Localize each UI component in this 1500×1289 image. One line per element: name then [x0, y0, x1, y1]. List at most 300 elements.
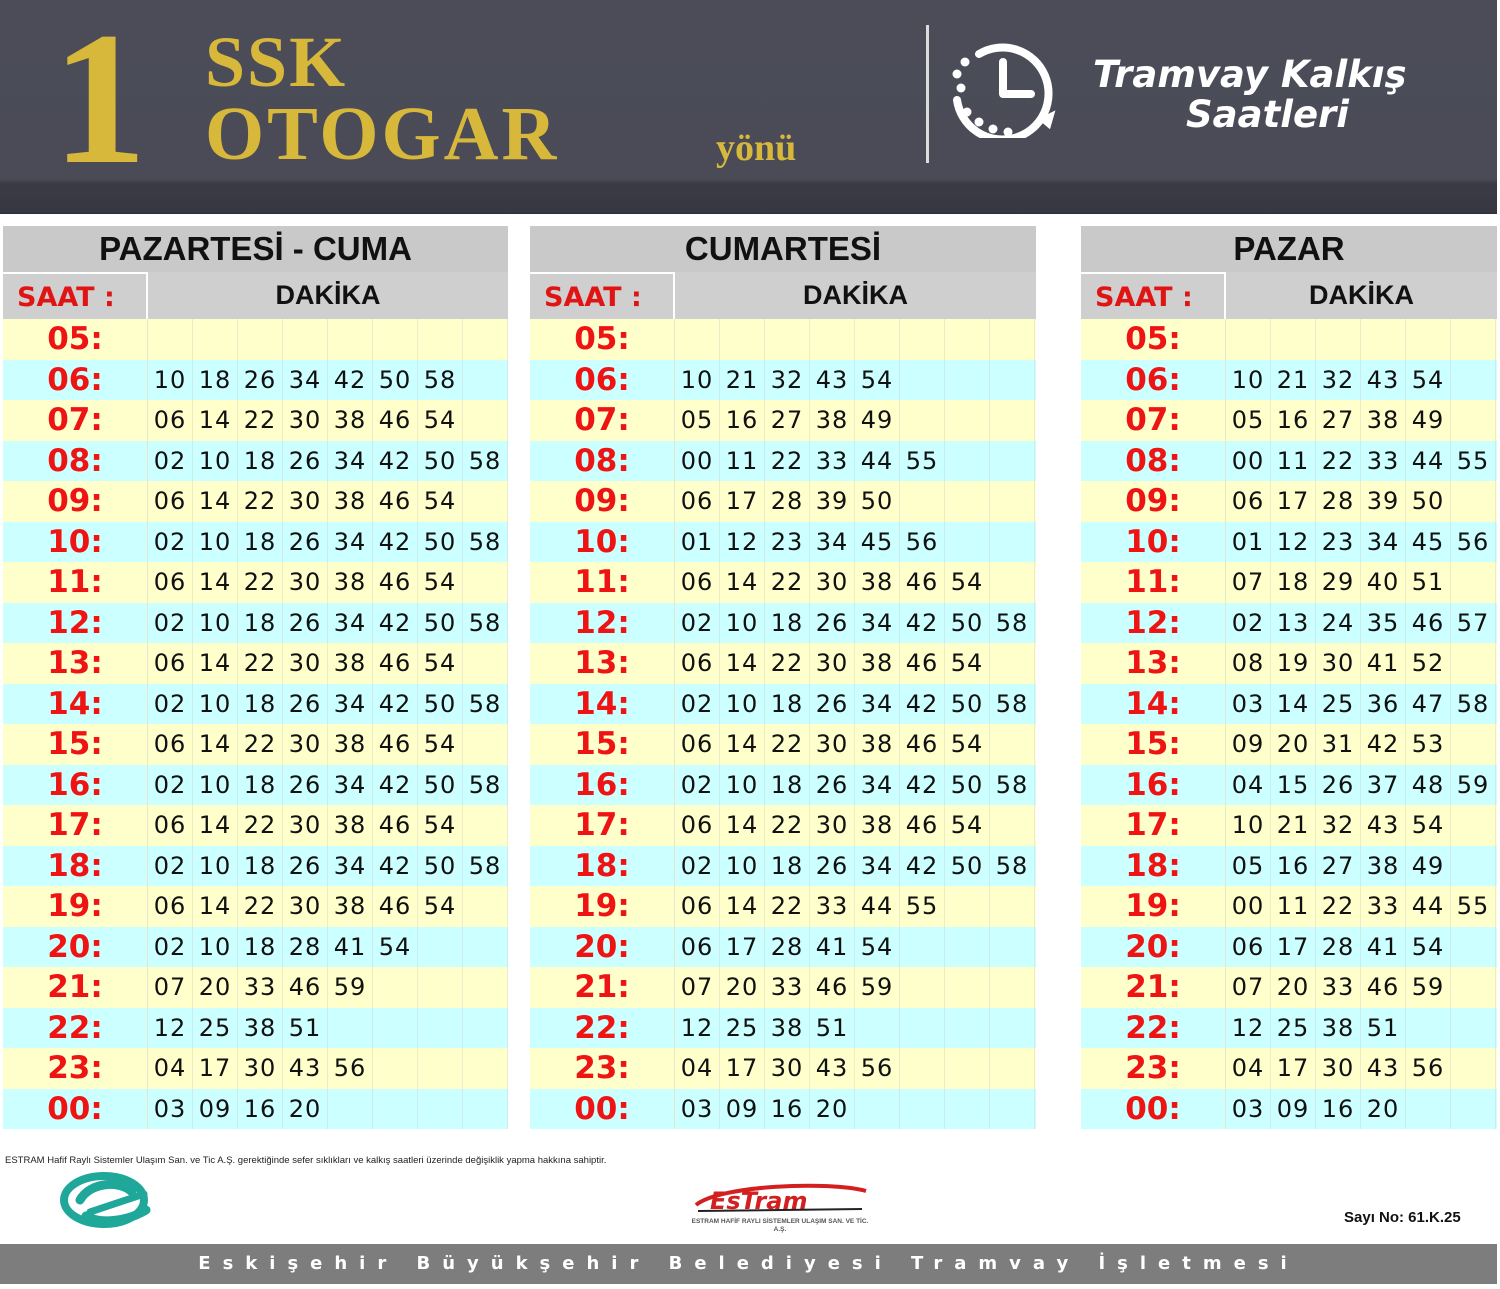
minutes-group — [148, 846, 508, 887]
minute-cell: 59 — [855, 967, 900, 1008]
minute-cell: 06 — [148, 643, 193, 684]
minutes-group — [675, 805, 1035, 846]
minute-cell — [900, 967, 945, 1008]
minute-cell: 39 — [810, 481, 855, 522]
minute-cell: 50 — [945, 684, 990, 725]
minute-cell: 42 — [373, 441, 418, 482]
table-row — [1081, 360, 1497, 401]
bottom-bar-text: Eskişehir Büyükşehir Belediyesi Tramvay İşletmesi — [198, 1253, 1299, 1274]
minute-cell — [283, 319, 328, 360]
minute-cell: 22 — [765, 562, 810, 603]
minute-cell: 26 — [283, 522, 328, 563]
minute-cell: 50 — [418, 846, 463, 887]
table-row — [530, 481, 1036, 522]
minute-cell: 41 — [1361, 643, 1406, 684]
minute-cell: 10 — [675, 360, 720, 401]
hour-cell: 20: — [530, 927, 675, 968]
minute-cell — [945, 1048, 990, 1089]
minute-cell: 55 — [900, 886, 945, 927]
minute-cell — [990, 319, 1035, 360]
minute-cell: 51 — [1406, 562, 1451, 603]
minute-cell: 26 — [1316, 765, 1361, 806]
table-row — [530, 643, 1036, 684]
minute-cell: 34 — [328, 765, 373, 806]
minute-cell — [900, 1008, 945, 1049]
minute-cell: 12 — [148, 1008, 193, 1049]
minute-cell: 02 — [148, 846, 193, 887]
hour-cell: 16: — [1081, 765, 1226, 806]
minutes-group — [1226, 805, 1496, 846]
minute-cell: 54 — [945, 562, 990, 603]
hour-cell: 09: — [530, 481, 675, 522]
minutes-group — [1226, 643, 1496, 684]
minutes-group — [148, 643, 508, 684]
minute-cell: 48 — [1406, 765, 1451, 806]
minute-cell: 06 — [148, 805, 193, 846]
minute-cell: 34 — [855, 765, 900, 806]
minutes-group — [148, 441, 508, 482]
hour-cell: 19: — [530, 886, 675, 927]
minute-cell — [328, 319, 373, 360]
minute-cell: 02 — [148, 522, 193, 563]
minute-cell: 30 — [1316, 1048, 1361, 1089]
hour-cell: 00: — [1081, 1089, 1226, 1130]
hour-cell: 07: — [3, 400, 148, 441]
minute-cell — [900, 927, 945, 968]
table-subheader — [1081, 272, 1497, 319]
minute-cell: 22 — [765, 805, 810, 846]
table-row — [1081, 886, 1497, 927]
hour-cell: 19: — [3, 886, 148, 927]
minute-cell: 03 — [675, 1089, 720, 1130]
minute-cell: 42 — [373, 522, 418, 563]
minute-cell: 56 — [328, 1048, 373, 1089]
minute-column-header: DAKİKA — [1226, 272, 1497, 319]
minutes-group — [675, 684, 1035, 725]
minute-cell — [373, 1008, 418, 1049]
minute-cell: 46 — [810, 967, 855, 1008]
minute-cell: 05 — [1226, 400, 1271, 441]
minute-cell: 07 — [1226, 967, 1271, 1008]
minutes-group — [675, 603, 1035, 644]
minute-cell: 42 — [1361, 724, 1406, 765]
minute-cell: 46 — [1406, 603, 1451, 644]
minute-cell: 22 — [238, 562, 283, 603]
minute-cell: 54 — [1406, 927, 1451, 968]
minute-cell: 38 — [1361, 846, 1406, 887]
minute-cell — [1451, 643, 1496, 684]
minute-cell: 22 — [238, 724, 283, 765]
minute-cell: 38 — [328, 805, 373, 846]
minute-cell: 58 — [463, 603, 508, 644]
minute-cell: 20 — [283, 1089, 328, 1130]
minute-cell: 50 — [418, 765, 463, 806]
minutes-group — [1226, 927, 1496, 968]
schedule-table-weekdays — [3, 226, 508, 1129]
minutes-group — [675, 886, 1035, 927]
hour-cell: 15: — [1081, 724, 1226, 765]
table-row — [3, 805, 508, 846]
table-row — [3, 684, 508, 725]
minute-cell: 58 — [990, 846, 1035, 887]
minute-cell — [900, 1048, 945, 1089]
minutes-group — [675, 765, 1035, 806]
minute-cell: 30 — [810, 643, 855, 684]
minute-cell — [945, 1089, 990, 1130]
minute-cell — [990, 643, 1035, 684]
minute-cell: 02 — [675, 684, 720, 725]
minute-cell: 07 — [148, 967, 193, 1008]
minutes-group — [1226, 724, 1496, 765]
minute-cell — [855, 319, 900, 360]
minute-cell: 06 — [675, 805, 720, 846]
table-row — [3, 319, 508, 360]
minute-cell: 38 — [328, 724, 373, 765]
minute-cell: 43 — [1361, 1048, 1406, 1089]
schedule-table-sunday — [1081, 226, 1497, 1129]
table-row — [1081, 400, 1497, 441]
minute-cell — [990, 967, 1035, 1008]
minute-cell: 37 — [1361, 765, 1406, 806]
minute-cell: 54 — [855, 360, 900, 401]
clock-icon — [945, 42, 1081, 138]
minute-cell: 34 — [328, 603, 373, 644]
minute-cell: 03 — [1226, 1089, 1271, 1130]
minute-cell: 14 — [1271, 684, 1316, 725]
minute-cell: 34 — [328, 846, 373, 887]
minute-cell — [238, 319, 283, 360]
minute-cell: 14 — [720, 724, 765, 765]
minute-cell: 38 — [855, 562, 900, 603]
minute-cell: 02 — [675, 765, 720, 806]
minute-cell: 30 — [810, 724, 855, 765]
minute-cell — [418, 319, 463, 360]
minute-cell: 46 — [900, 805, 945, 846]
minute-cell: 51 — [1361, 1008, 1406, 1049]
minute-cell: 56 — [900, 522, 945, 563]
minute-cell: 58 — [990, 765, 1035, 806]
minute-cell — [990, 805, 1035, 846]
table-row — [1081, 441, 1497, 482]
minute-cell: 05 — [1226, 846, 1271, 887]
minute-cell — [900, 481, 945, 522]
minute-cell — [1451, 724, 1496, 765]
minute-cell: 26 — [283, 765, 328, 806]
minute-cell: 02 — [1226, 603, 1271, 644]
minute-cell: 14 — [193, 562, 238, 603]
minute-cell: 42 — [373, 684, 418, 725]
minute-cell: 14 — [720, 643, 765, 684]
hour-cell: 08: — [3, 441, 148, 482]
minute-cell: 41 — [328, 927, 373, 968]
minutes-group — [675, 441, 1035, 482]
minute-cell: 50 — [418, 684, 463, 725]
minute-cell: 18 — [193, 360, 238, 401]
minute-cell: 26 — [810, 684, 855, 725]
minute-cell — [1226, 319, 1271, 360]
minute-cell: 02 — [148, 603, 193, 644]
minute-cell: 42 — [373, 603, 418, 644]
minute-cell: 50 — [945, 846, 990, 887]
minute-cell — [945, 886, 990, 927]
minute-cell: 02 — [148, 927, 193, 968]
minutes-group — [675, 481, 1035, 522]
minute-cell: 02 — [148, 441, 193, 482]
minute-cell: 10 — [1226, 805, 1271, 846]
minute-cell: 22 — [765, 441, 810, 482]
minute-cell: 59 — [1451, 765, 1496, 806]
minute-cell: 56 — [855, 1048, 900, 1089]
minute-cell: 58 — [1451, 684, 1496, 725]
minute-cell: 50 — [418, 441, 463, 482]
minute-cell: 10 — [1226, 360, 1271, 401]
minute-cell: 27 — [1316, 846, 1361, 887]
minute-cell: 20 — [193, 967, 238, 1008]
minute-cell: 12 — [1226, 1008, 1271, 1049]
minute-cell — [1451, 967, 1496, 1008]
table-row — [1081, 684, 1497, 725]
estram-subtitle: ESTRAM HAFİF RAYLI SİSTEMLER ULAŞIM SAN. VE TİC. A.Ş. — [691, 1218, 869, 1233]
minute-cell — [990, 400, 1035, 441]
minute-cell: 21 — [720, 360, 765, 401]
table-row — [3, 927, 508, 968]
hour-cell: 13: — [1081, 643, 1226, 684]
minute-cell: 30 — [765, 1048, 810, 1089]
minute-cell: 22 — [238, 805, 283, 846]
minute-cell: 50 — [945, 765, 990, 806]
minute-cell: 42 — [900, 684, 945, 725]
minutes-group — [675, 927, 1035, 968]
minute-cell: 18 — [238, 684, 283, 725]
minutes-group — [1226, 400, 1496, 441]
minute-cell — [990, 481, 1035, 522]
minute-cell — [463, 481, 508, 522]
minute-cell — [855, 1008, 900, 1049]
minute-cell: 16 — [765, 1089, 810, 1130]
minute-cell: 18 — [238, 846, 283, 887]
minutes-group — [148, 886, 508, 927]
minute-cell — [1451, 1089, 1496, 1130]
minute-cell: 50 — [418, 522, 463, 563]
minute-cell: 38 — [810, 400, 855, 441]
minute-cell: 46 — [283, 967, 328, 1008]
minute-cell: 58 — [463, 441, 508, 482]
minute-cell: 29 — [1316, 562, 1361, 603]
hour-cell: 22: — [530, 1008, 675, 1049]
minutes-group — [1226, 886, 1496, 927]
minute-cell: 33 — [238, 967, 283, 1008]
minute-cell: 17 — [720, 927, 765, 968]
minutes-group — [1226, 360, 1496, 401]
table-row — [1081, 643, 1497, 684]
minute-cell: 46 — [373, 643, 418, 684]
minute-cell: 59 — [1406, 967, 1451, 1008]
minute-cell: 42 — [373, 765, 418, 806]
hour-cell: 17: — [3, 805, 148, 846]
minute-cell: 06 — [675, 927, 720, 968]
minute-cell: 46 — [373, 805, 418, 846]
minute-cell: 08 — [1226, 643, 1271, 684]
minutes-group — [675, 967, 1035, 1008]
table-row — [530, 765, 1036, 806]
minutes-group — [148, 805, 508, 846]
minute-cell — [1451, 319, 1496, 360]
minute-cell: 26 — [283, 684, 328, 725]
header-divider — [926, 25, 929, 163]
minute-cell: 06 — [675, 481, 720, 522]
minute-cell: 04 — [1226, 1048, 1271, 1089]
hour-cell: 15: — [530, 724, 675, 765]
hour-cell: 17: — [1081, 805, 1226, 846]
minute-cell: 34 — [855, 684, 900, 725]
minute-cell: 51 — [283, 1008, 328, 1049]
minutes-group — [148, 765, 508, 806]
minute-cell: 21 — [1271, 805, 1316, 846]
minute-cell: 51 — [810, 1008, 855, 1049]
minute-cell: 18 — [765, 846, 810, 887]
table-row — [530, 724, 1036, 765]
minutes-group — [675, 400, 1035, 441]
hour-cell: 17: — [530, 805, 675, 846]
hour-cell: 11: — [3, 562, 148, 603]
minute-cell: 46 — [900, 724, 945, 765]
table-row — [3, 603, 508, 644]
minutes-group — [1226, 441, 1496, 482]
table-title: CUMARTESİ — [530, 226, 1036, 272]
minute-cell: 58 — [418, 360, 463, 401]
table-subheader — [3, 272, 508, 319]
minute-cell — [1361, 319, 1406, 360]
minute-cell: 38 — [765, 1008, 810, 1049]
minute-cell: 30 — [283, 643, 328, 684]
minute-column-header: DAKİKA — [675, 272, 1036, 319]
table-row — [530, 360, 1036, 401]
estram-logo — [690, 1183, 870, 1215]
minute-cell: 47 — [1406, 684, 1451, 725]
minute-cell: 26 — [810, 603, 855, 644]
minute-cell: 30 — [283, 724, 328, 765]
hour-cell: 21: — [1081, 967, 1226, 1008]
minute-cell — [1406, 319, 1451, 360]
minute-cell — [463, 319, 508, 360]
minute-cell — [945, 441, 990, 482]
table-row — [3, 522, 508, 563]
minutes-group — [1226, 319, 1496, 360]
minute-cell — [463, 927, 508, 968]
minute-cell — [720, 319, 765, 360]
minute-cell: 54 — [418, 562, 463, 603]
minute-cell: 38 — [328, 481, 373, 522]
minute-cell: 30 — [283, 481, 328, 522]
minute-cell — [463, 1008, 508, 1049]
minute-cell: 28 — [1316, 927, 1361, 968]
minute-cell: 14 — [193, 643, 238, 684]
minute-cell: 42 — [328, 360, 373, 401]
hour-cell: 20: — [3, 927, 148, 968]
table-row — [1081, 603, 1497, 644]
minute-cell — [418, 967, 463, 1008]
minute-cell — [463, 562, 508, 603]
minute-cell: 58 — [990, 603, 1035, 644]
table-row — [530, 319, 1036, 360]
hour-cell: 23: — [3, 1048, 148, 1089]
minute-cell: 18 — [238, 927, 283, 968]
minute-cell: 38 — [855, 643, 900, 684]
table-row — [3, 846, 508, 887]
minute-cell: 41 — [810, 927, 855, 968]
minute-cell: 12 — [720, 522, 765, 563]
minute-cell: 10 — [193, 684, 238, 725]
minute-cell: 14 — [720, 886, 765, 927]
table-subheader — [530, 272, 1036, 319]
minute-cell: 20 — [810, 1089, 855, 1130]
minute-cell: 34 — [328, 522, 373, 563]
hour-cell: 00: — [3, 1089, 148, 1130]
minute-cell: 54 — [418, 805, 463, 846]
hour-cell: 14: — [530, 684, 675, 725]
minute-cell: 19 — [1271, 643, 1316, 684]
hour-cell: 08: — [530, 441, 675, 482]
minute-cell: 23 — [765, 522, 810, 563]
minute-cell: 09 — [720, 1089, 765, 1130]
minutes-group — [675, 1048, 1035, 1089]
minutes-group — [1226, 1008, 1496, 1049]
minute-cell: 24 — [1316, 603, 1361, 644]
hour-column-header: SAAT : — [530, 272, 675, 319]
minutes-group — [148, 1008, 508, 1049]
minute-cell: 01 — [1226, 522, 1271, 563]
minute-cell: 46 — [373, 724, 418, 765]
minutes-group — [148, 603, 508, 644]
hour-cell: 20: — [1081, 927, 1226, 968]
table-row — [1081, 481, 1497, 522]
minute-cell: 57 — [1451, 603, 1496, 644]
minute-cell — [463, 643, 508, 684]
minute-cell: 30 — [283, 562, 328, 603]
minute-cell: 38 — [328, 400, 373, 441]
minute-cell: 50 — [1406, 481, 1451, 522]
table-row — [530, 441, 1036, 482]
minute-cell: 09 — [1226, 724, 1271, 765]
minute-cell: 30 — [810, 805, 855, 846]
header-title-line1: Tramvay Kalkış — [1093, 53, 1407, 96]
minute-cell — [990, 1048, 1035, 1089]
hour-cell: 11: — [1081, 562, 1226, 603]
hour-cell: 09: — [1081, 481, 1226, 522]
minute-cell: 13 — [1271, 603, 1316, 644]
minute-cell — [855, 1089, 900, 1130]
table-row — [3, 360, 508, 401]
hour-cell: 16: — [3, 765, 148, 806]
minute-cell: 50 — [373, 360, 418, 401]
table-row — [3, 765, 508, 806]
minute-cell: 10 — [193, 927, 238, 968]
minute-cell: 54 — [1406, 360, 1451, 401]
table-row — [530, 562, 1036, 603]
minute-cell: 56 — [1406, 1048, 1451, 1089]
minutes-group — [675, 1008, 1035, 1049]
minute-cell: 22 — [765, 724, 810, 765]
minute-cell — [463, 1089, 508, 1130]
minute-cell: 44 — [855, 886, 900, 927]
minute-cell: 34 — [1361, 522, 1406, 563]
minute-cell: 54 — [418, 886, 463, 927]
minute-cell — [463, 724, 508, 765]
hour-cell: 22: — [3, 1008, 148, 1049]
minute-cell: 05 — [675, 400, 720, 441]
table-row — [530, 967, 1036, 1008]
minutes-group — [148, 522, 508, 563]
